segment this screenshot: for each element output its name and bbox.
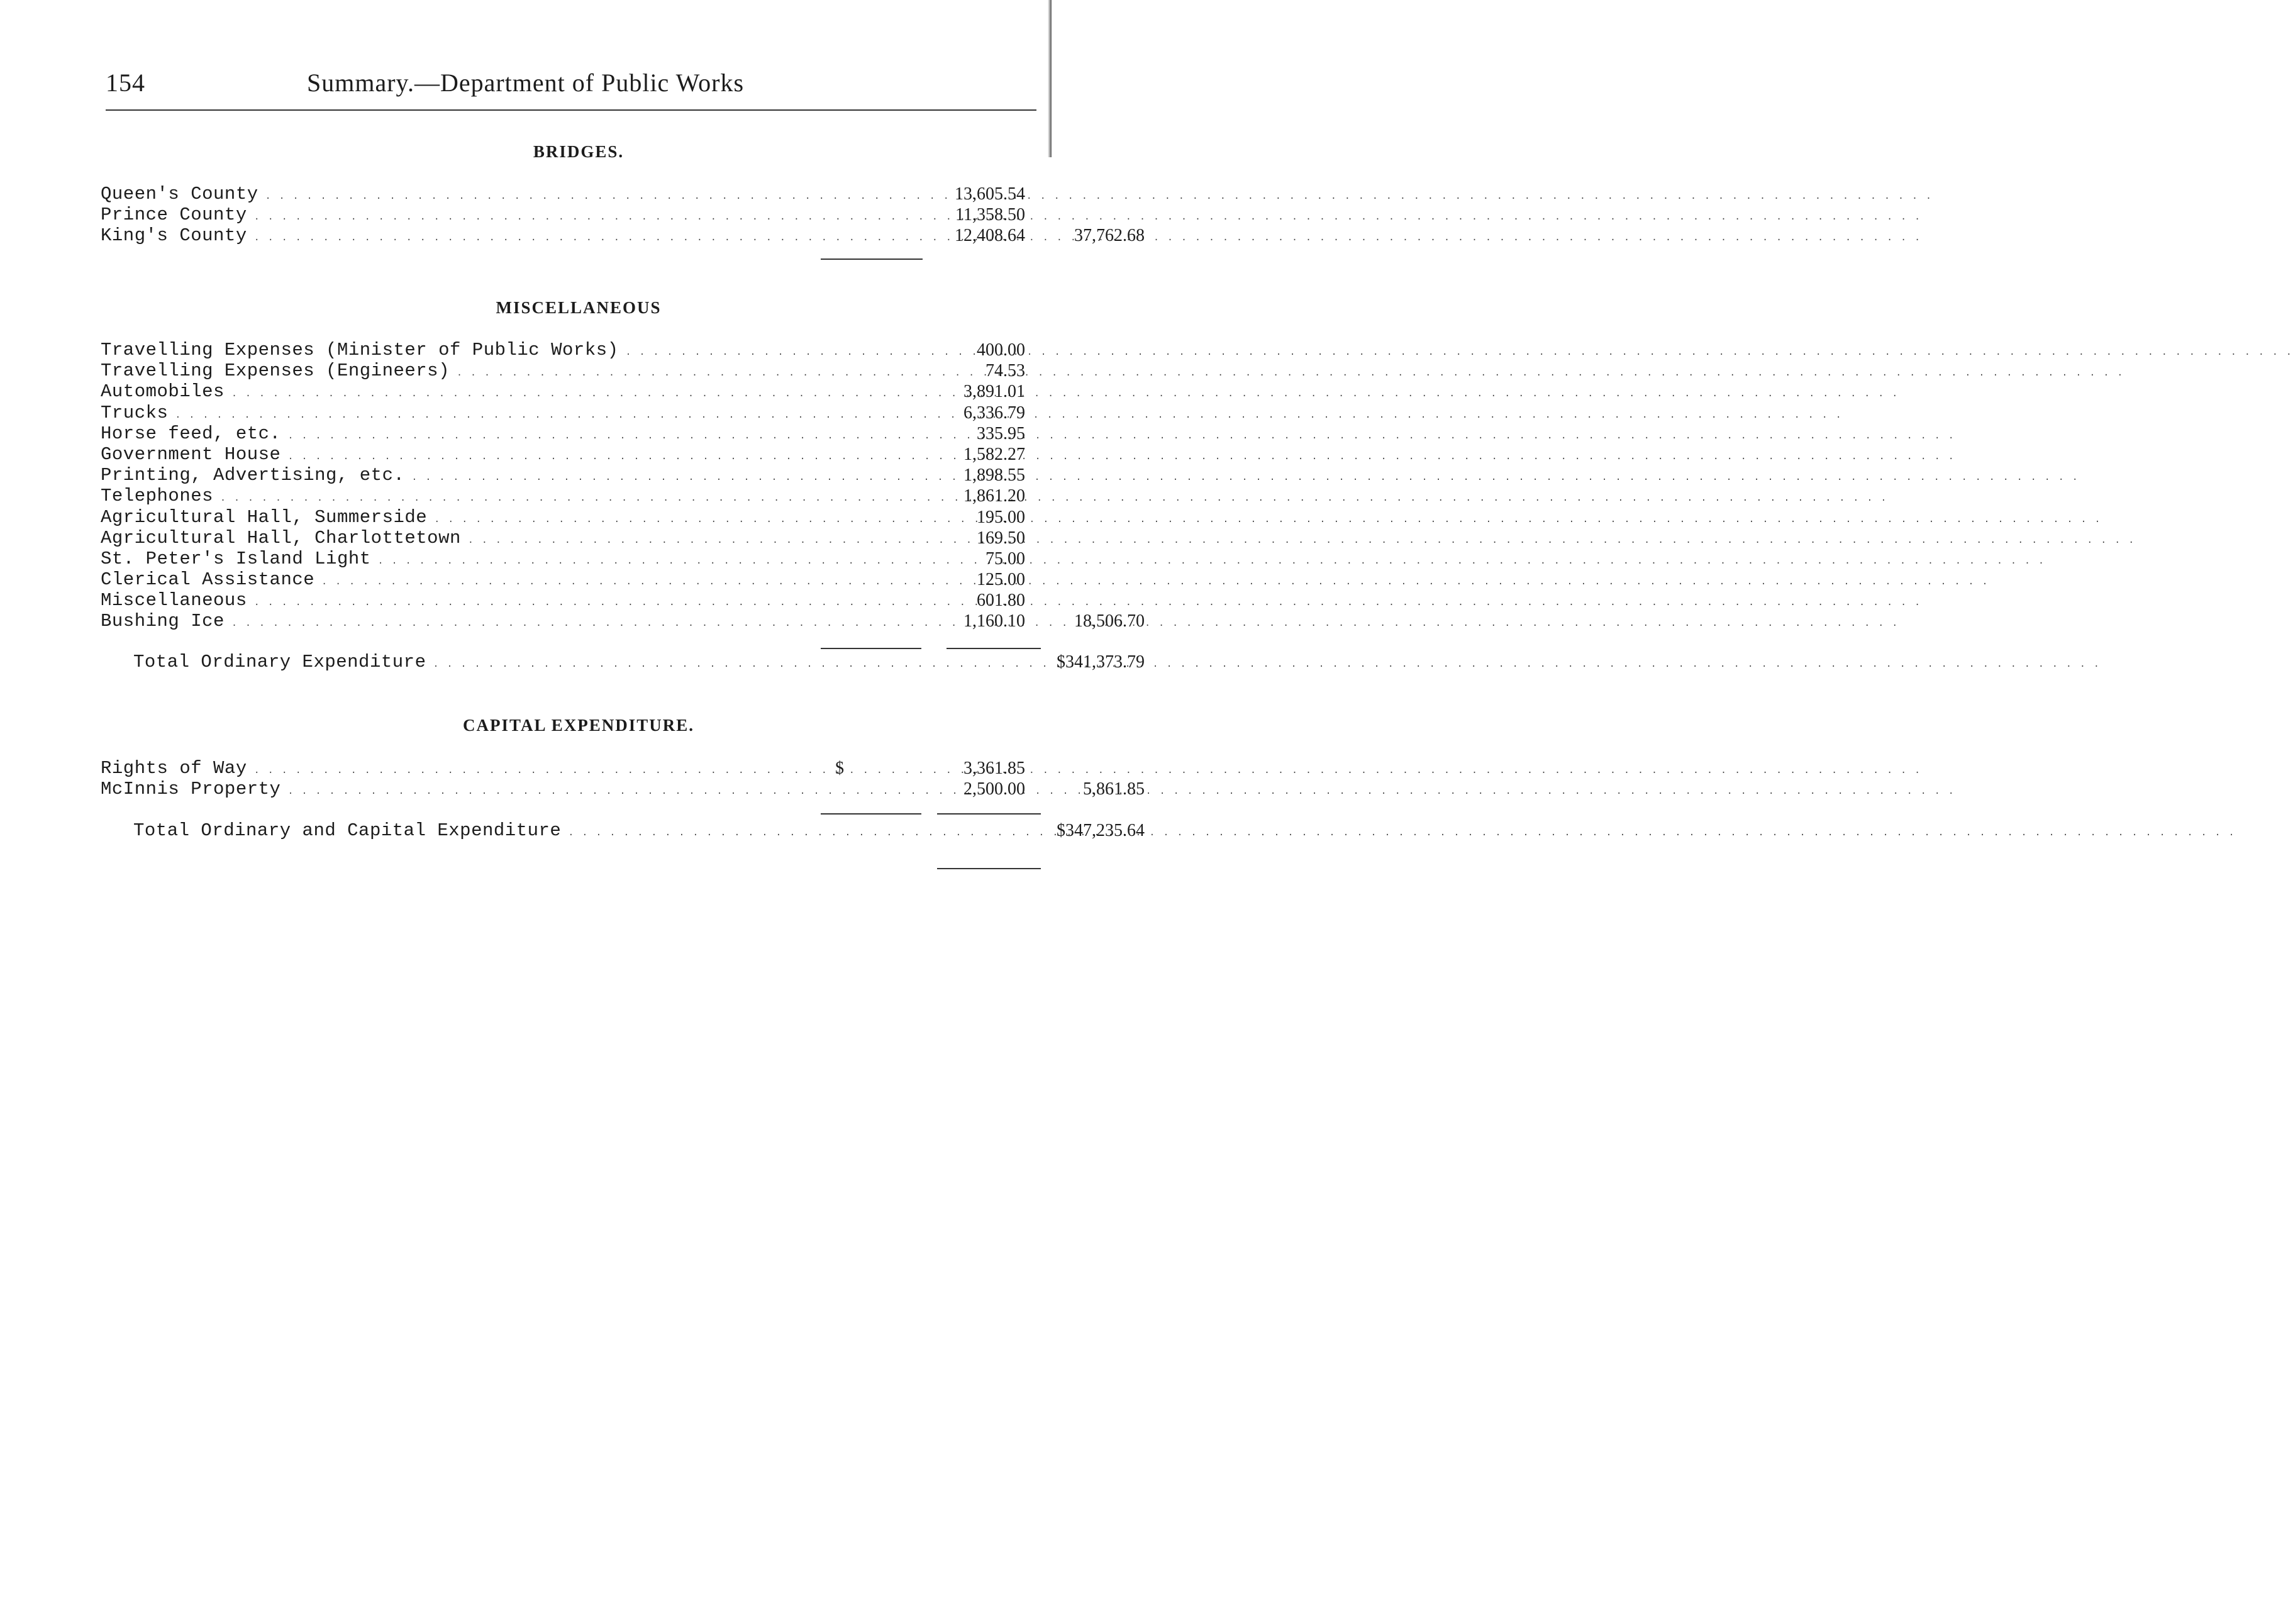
- running-title: Summary.—Department of Public Works: [307, 69, 745, 97]
- row-label: Prince County . . .: [101, 204, 805, 228]
- total-ordinary-capital-row: [101, 820, 1145, 841]
- miscellaneous-table: [101, 340, 1145, 632]
- row-label: Telephones . . .: [101, 486, 805, 509]
- row-label: Government House . . .: [101, 444, 805, 467]
- row-amount: 1,160.10: [963, 611, 1025, 631]
- bridges-subtotal-rule: [821, 259, 923, 260]
- row-total: 37,762.68: [1074, 226, 1145, 246]
- row-amount: 169.50: [977, 528, 1025, 548]
- row-amount: 1,582.27: [963, 444, 1025, 464]
- table-row: [101, 590, 1044, 611]
- table-row: [101, 340, 1044, 360]
- capital-table: [101, 758, 1145, 800]
- table-row: [101, 444, 1044, 465]
- total-ordinary-capital-value: $347,235.64: [1057, 821, 1145, 840]
- header-rule: [106, 109, 1036, 111]
- row-total: 18,506.70: [1074, 611, 1145, 631]
- table-row: [101, 360, 1044, 381]
- misc-total-rule: [947, 648, 1041, 649]
- table-row: [101, 423, 1044, 444]
- row-amount: 3,361.85: [963, 759, 1025, 778]
- table-row: [101, 184, 1044, 204]
- page-edge-shadow: [1048, 0, 1052, 157]
- row-amount: 335.95: [977, 423, 1025, 443]
- row-amount: 2,500.00: [963, 779, 1025, 799]
- row-amount: 601.80: [977, 591, 1025, 611]
- capital-subtotal-rule: [821, 813, 921, 815]
- row-label: Miscellaneous . . .: [101, 590, 805, 613]
- row-amount: 13,605.54: [955, 184, 1025, 204]
- row-label: Travelling Expenses (Engineers) . . .: [101, 360, 805, 384]
- row-amount: 125.00: [977, 570, 1025, 590]
- total-ordinary-value: $341,373.79: [1057, 652, 1145, 672]
- capital-total-rule: [937, 813, 1041, 815]
- row-label: Queen's County . . .: [101, 184, 805, 207]
- table-row: [101, 548, 1044, 569]
- row-currency: $: [835, 759, 844, 778]
- misc-subtotal-rule: [821, 648, 921, 649]
- total-ordinary-capital-label: Total Ordinary and Capital Expenditure . . .: [101, 820, 838, 843]
- row-amount: 195.00: [977, 507, 1025, 527]
- row-amount: 1,861.20: [963, 486, 1025, 506]
- table-row: [101, 403, 1044, 423]
- table-row: [101, 611, 1145, 632]
- bridges-table: [101, 184, 1145, 247]
- total-ordinary-row: [101, 652, 1145, 672]
- row-label: Printing, Advertising, etc. . . .: [101, 465, 805, 488]
- table-row: [101, 652, 1145, 672]
- grand-total-rule: [937, 868, 1041, 869]
- row-amount: 74.53: [985, 361, 1025, 381]
- table-row: [101, 204, 1044, 225]
- table-row: [101, 528, 1044, 548]
- row-amount: 75.00: [985, 548, 1025, 569]
- section-heading-capital: CAPITAL EXPENDITURE.: [462, 716, 695, 735]
- table-row: [101, 507, 1044, 528]
- row-amount: 11,358.50: [955, 205, 1025, 225]
- row-label: Automobiles . . .: [101, 381, 805, 404]
- row-label: St. Peter's Island Light . . .: [101, 548, 805, 572]
- row-label: Agricultural Hall, Summerside . . .: [101, 507, 805, 530]
- table-row: [101, 779, 1145, 800]
- row-label: Horse feed, etc. . . .: [101, 423, 805, 447]
- row-amount: 12,408.64: [955, 226, 1025, 246]
- row-label: McInnis Property . . .: [101, 779, 805, 802]
- row-amount: 3,891.01: [963, 382, 1025, 402]
- table-row: [101, 758, 1044, 779]
- table-row: [101, 486, 1044, 506]
- section-heading-miscellaneous: MISCELLANEOUS: [496, 298, 662, 317]
- row-label: King's County . . .: [101, 225, 805, 248]
- section-heading-bridges: BRIDGES.: [533, 142, 625, 161]
- row-amount: 400.00: [977, 340, 1025, 360]
- table-row: [101, 381, 1044, 402]
- row-label: Agricultural Hall, Charlottetown . . .: [101, 528, 805, 551]
- table-row: [101, 569, 1044, 590]
- row-amount: 6,336.79: [963, 403, 1025, 423]
- total-ordinary-label: Total Ordinary Expenditure . . .: [101, 652, 838, 675]
- table-row: [101, 465, 1044, 486]
- row-total: 5,861.85: [1083, 779, 1145, 799]
- table-row: [101, 820, 1145, 841]
- row-label: Travelling Expenses (Minister of Public Works) . . .: [101, 340, 805, 363]
- page-header: [106, 68, 1036, 103]
- row-label: Bushing Ice . . .: [101, 611, 805, 634]
- row-amount: 1,898.55: [963, 465, 1025, 486]
- row-label: Clerical Assistance . . .: [101, 569, 805, 592]
- row-label: Trucks . . .: [101, 403, 805, 426]
- row-label: Rights of Way . . .: [101, 758, 805, 781]
- table-row: [101, 225, 1145, 247]
- page-number: 154: [106, 69, 145, 97]
